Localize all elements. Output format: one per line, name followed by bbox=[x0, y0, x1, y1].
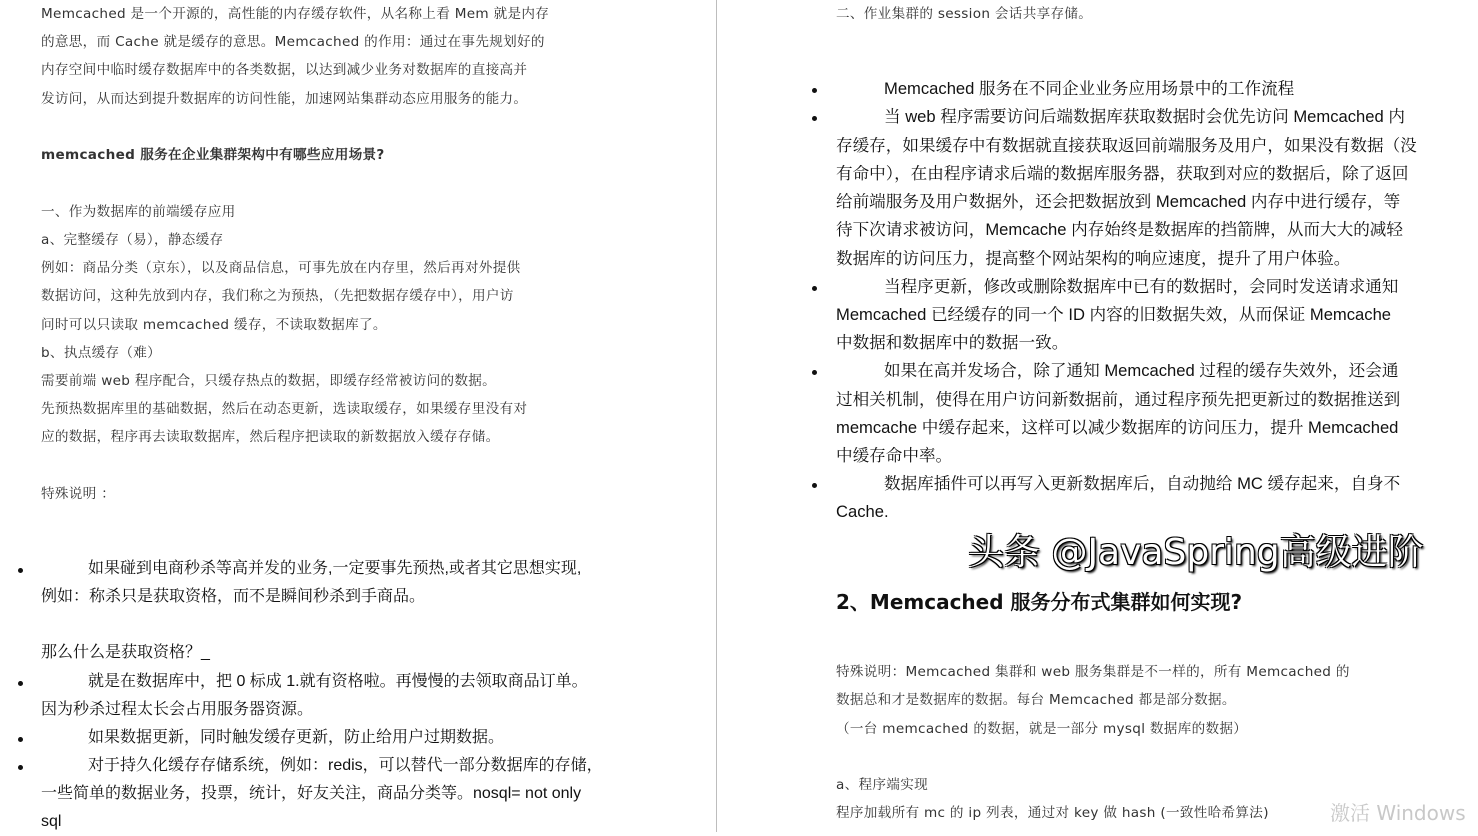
bullet-line: Cache. bbox=[836, 502, 889, 521]
bullet-line: 一些简单的数据业务，投票，统计，好友关注，商品分类等。nosql= not only bbox=[41, 785, 582, 802]
bullet-icon bbox=[18, 568, 23, 573]
text-line: 程序加载所有 mc 的 ip 列表，通过对 key 做 hash (一致性哈希算法) bbox=[836, 805, 1269, 821]
text-line: 需要前端 web 程序配合，只缓存热点的数据，即缓存经常被访问的数据。 bbox=[41, 373, 497, 389]
subsection-b-title: b、执点缓存（难） bbox=[41, 345, 162, 361]
bullet-icon bbox=[18, 737, 23, 742]
text-line: 数据访问，这种先放到内存，我们称之为预热，（先把数据存缓存中），用户访 bbox=[41, 288, 514, 304]
bullet-line: 给前端服务及用户数据外，还会把数据放到 Memcached 内存中进行缓存，等 bbox=[836, 192, 1401, 211]
note-line: 数据总和才是数据库的数据。每台 Memcached 都是部分数据。 bbox=[836, 692, 1236, 708]
bullet-line: 就是在数据库中，把 0 标成 1.就有资格啦。再慢慢的去领取商品订单。 bbox=[88, 673, 588, 690]
bullet-line: Memcached 已经缓存的同一个 ID 内容的旧数据失效，从而保证 Memcache bbox=[836, 305, 1392, 324]
windows-activation-notice: 激活 Windows bbox=[1330, 801, 1466, 825]
intro-line: 内存空间中临时缓存数据库中的各类数据，以达到减少业务对数据库的直接高并 bbox=[41, 62, 528, 78]
special-note: 特殊说明 ： bbox=[41, 486, 116, 502]
bullet-line: 如果在高并发场合，除了通知 Memcached 过程的缓存失效外，还会通 bbox=[884, 361, 1399, 380]
bullet-line: sql bbox=[41, 813, 62, 830]
question-line: 那么什么是获取资格？_ bbox=[41, 644, 210, 661]
bullet-icon bbox=[812, 88, 817, 93]
bullet-line: 中缓存命中率。 bbox=[836, 446, 953, 465]
bullet-line: 例如：称杀只是获取资格，而不是瞬间秒杀到手商品。 bbox=[41, 588, 426, 605]
section-heading: 二、作业集群的 session 会话共享存储。 bbox=[836, 6, 1093, 22]
bullet-icon bbox=[812, 286, 817, 291]
bullet-line: 数据库插件可以再写入更新数据库后，自动抛给 MC 缓存起来，自身不 bbox=[884, 474, 1401, 493]
bullet-line: 有命中），在由程序请求后端的数据库服务器，获取到对应的数据后，除了返回 bbox=[836, 164, 1409, 183]
bullet-icon bbox=[18, 681, 23, 686]
bullet-line: 当程序更新，修改或删除数据库中已有的数据时，会同时发送请求通知 bbox=[884, 277, 1399, 296]
page-divider bbox=[716, 0, 717, 832]
bullet-line: 数据库的访问压力，提高整个网站架构的响应速度，提升了用户体验。 bbox=[836, 249, 1351, 268]
note-line: （一台 memcached 的数据，就是一部分 mysql 数据库的数据） bbox=[836, 721, 1248, 737]
text-line: 应的数据，程序再去读取数据库，然后程序把读取的新数据放入缓存存储。 bbox=[41, 429, 500, 445]
section-title: 2、Memcached 服务分布式集群如何实现? bbox=[836, 590, 1243, 614]
bullet-icon bbox=[812, 370, 817, 375]
bullet-icon bbox=[812, 483, 817, 488]
subsection-a-title: a、程序端实现 bbox=[836, 777, 928, 793]
bullet-line: memcache 中缓存起来，这样可以减少数据库的访问压力，提升 Memcached bbox=[836, 418, 1399, 437]
intro-line: 发访问，从而达到提升数据库的访问性能，加速网站集群动态应用服务的能力。 bbox=[41, 91, 528, 107]
bullet-line: 存缓存，如果缓存中有数据就直接获取返回前端服务及用户，如果没有数据（没 bbox=[836, 136, 1417, 155]
text-line: 例如：商品分类（京东），以及商品信息，可事先放在内存里，然后再对外提供 bbox=[41, 260, 521, 276]
bullet-icon bbox=[18, 765, 23, 770]
bullet-line: Memcached 服务在不同企业业务应用场景中的工作流程 bbox=[884, 79, 1295, 98]
subsection-a-title: a、完整缓存（易），静态缓存 bbox=[41, 232, 224, 248]
bullet-line: 当 web 程序需要访问后端数据库获取数据时会优先访问 Memcached 内 bbox=[884, 107, 1405, 126]
bullet-line: 如果数据更新，同时触发缓存更新，防止给用户过期数据。 bbox=[88, 729, 505, 746]
bullet-line: 对于持久化缓存存储系统，例如：redis，可以替代一部分数据库的存储， bbox=[88, 757, 603, 774]
bullet-line: 因为秒杀过程太长会占用服务器资源。 bbox=[41, 701, 314, 718]
intro-line: 的意思，而 Cache 就是缓存的意思。Memcached 的作用：通过在事先规划好的 bbox=[41, 34, 545, 50]
text-line: 先预热数据库里的基础数据，然后在动态更新，选读取缓存，如果缓存里没有对 bbox=[41, 401, 528, 417]
bullet-icon bbox=[812, 116, 817, 121]
bullet-line: 待下次请求被访问，Memcache 内存始终是数据库的挡箭牌，从而大大的减轻 bbox=[836, 220, 1403, 239]
intro-line: Memcached 是一个开源的，高性能的内存缓存软件，从名称上看 Mem 就是内存 bbox=[41, 6, 550, 22]
section-heading: 一、作为数据库的前端缓存应用 bbox=[41, 204, 236, 220]
bullet-line: 过相关机制，使得在用户访问新数据前，通过程序预先把更新过的数据推送到 bbox=[836, 390, 1401, 409]
note-line: 特殊说明：Memcached 集群和 web 服务集群是不一样的，所有 Memcached 的 bbox=[836, 664, 1350, 680]
bullet-line: 如果碰到电商秒杀等高并发的业务,一定要事先预热,或者其它思想实现, bbox=[88, 560, 582, 577]
question-heading: memcached 服务在企业集群架构中有哪些应用场景? bbox=[41, 147, 385, 163]
watermark: 头条 @JavaSpring高级进阶 bbox=[968, 532, 1424, 573]
bullet-line: 中数据和数据库中的数据一致。 bbox=[836, 333, 1069, 352]
text-line: 问时可以只读取 memcached 缓存，不读取数据库了。 bbox=[41, 317, 387, 333]
